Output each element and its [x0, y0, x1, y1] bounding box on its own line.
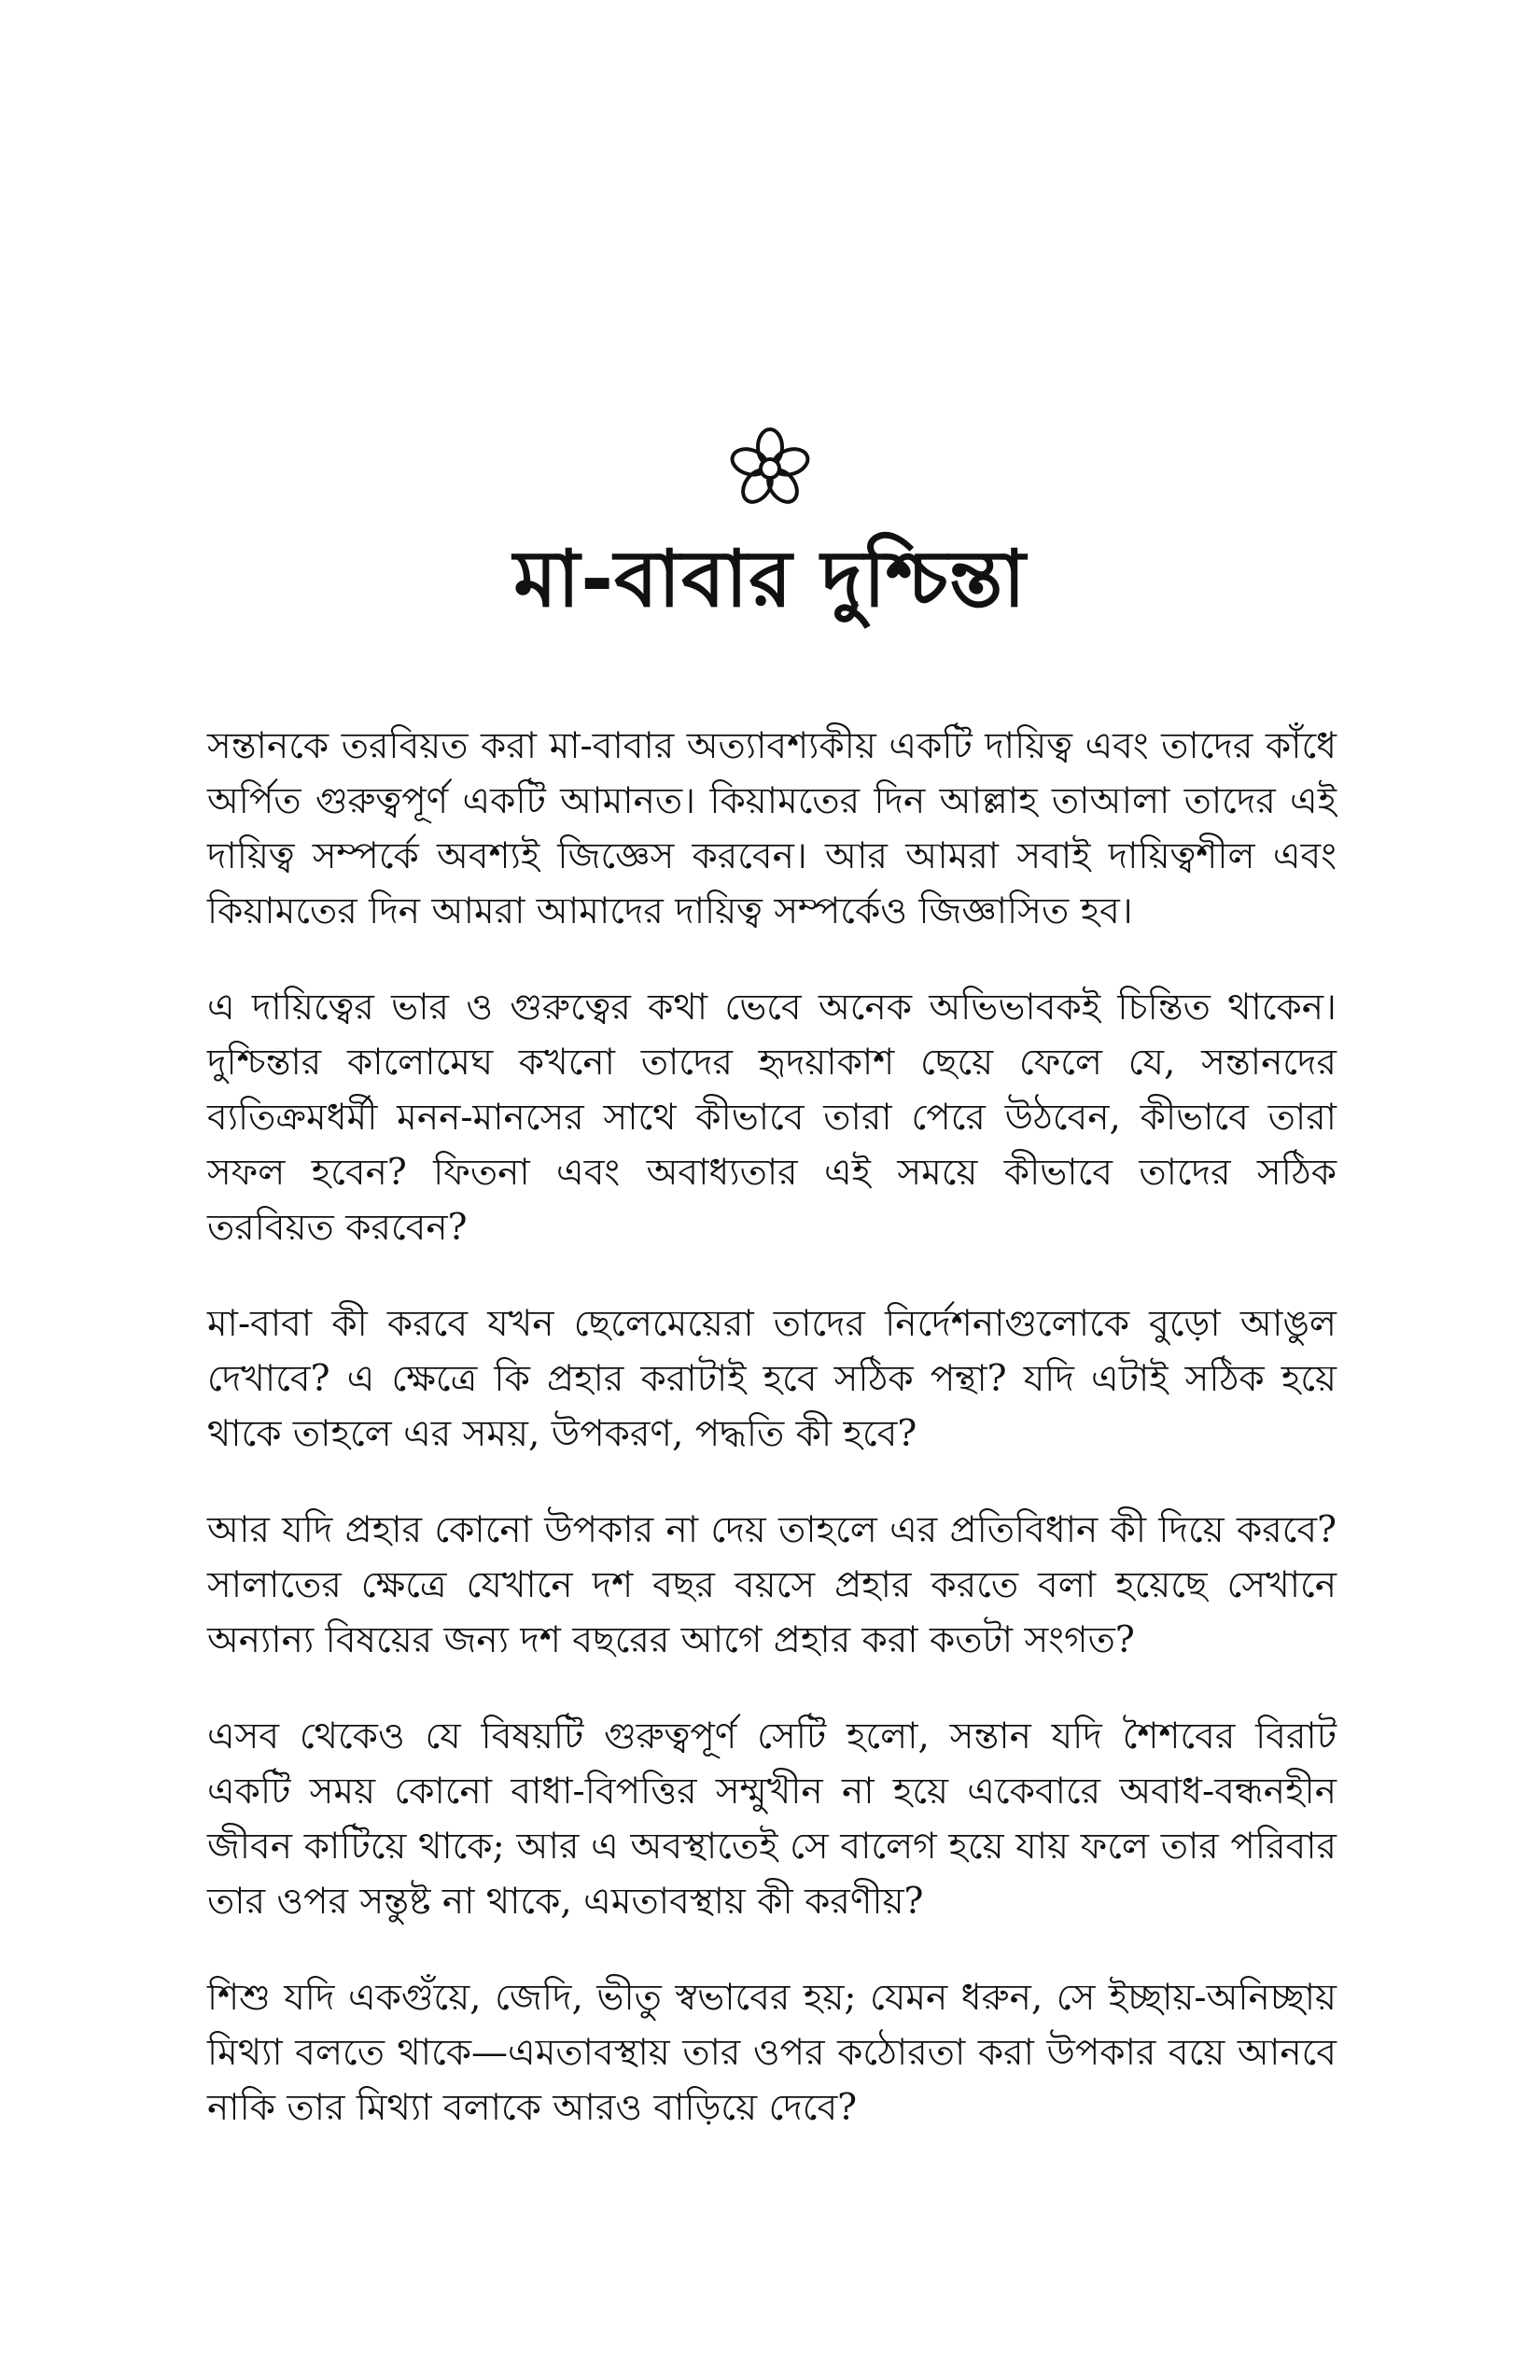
paragraph-4: আর যদি প্রহার কোনো উপকার না দেয় তাহলে এর প্রতিবিধান কী দিয়ে করবে? সালাতের ক্ষেত্রে যেখানে দশ বছর বয়সে প্রহার করতে বলা হয়েছে সেখানে অন্যান্য বিষয়ের জন্য দশ বছরের আগে প্রহার করা কতটা সংগত? [207, 1509, 1337, 1661]
chapter-title: মা-বাবার দুশ্চিন্তা [513, 533, 1027, 624]
flower-icon [723, 422, 817, 515]
paragraph-6: শিশু যদি একগুঁয়ে, জেদি, ভীতু স্বভাবের হয়; যেমন ধরুন, সে ইচ্ছায়-অনিচ্ছায় মিথ্যা বলতে থাকে—এমতাবস্থায় তার ওপর কঠোরতা করা উপকার বয়ে আনবে নাকি তার মিথ্যা বলাকে আরও বাড়িয়ে দেবে? [207, 1977, 1337, 2129]
paragraph-3: মা-বাবা কী করবে যখন ছেলেমেয়েরা তাদের নির্দেশনাগুলোকে বুড়ো আঙুল দেখাবে? এ ক্ষেত্রে কি প্রহার করাটাই হবে সঠিক পন্থা? যদি এটাই সঠিক হয়ে থাকে তাহলে এর সময়, উপকরণ, পদ্ধতি কী হবে? [207, 1303, 1337, 1455]
paragraph-2: এ দায়িত্বের ভার ও গুরুত্বের কথা ভেবে অনেক অভিভাবকই চিন্তিত থাকেন। দুশ্চিন্তার কালোমেঘ কখনো তাদের হৃদয়াকাশ ছেয়ে ফেলে যে, সন্তানদের ব্যতিক্রমধর্মী মনন-মানসের সাথে কীভাবে তারা পেরে উঠবেন, কীভাবে তারা সফল হবেন? ফিতনা এবং অবাধ্যতার এই সময়ে কীভাবে তাদের সঠিক তরবিয়ত করবেন? [207, 987, 1337, 1249]
body-text [207, 719, 1337, 2177]
paragraph-5: এসব থেকেও যে বিষয়টি গুরুত্বপূর্ণ সেটি হলো, সন্তান যদি শৈশবের বিরাট একটি সময় কোনো বাধা-বিপত্তির সম্মুখীন না হয়ে একেবারে অবাধ-বন্ধনহীন জীবন কাটিয়ে থাকে; আর এ অবস্থাতেই সে বালেগ হয়ে যায় ফলে তার পরিবার তার ওপর সন্তুষ্ট না থাকে, এমতাবস্থায় কী করণীয়? [207, 1715, 1337, 1923]
paragraph-1: সন্তানকে তরবিয়ত করা মা-বাবার অত্যাবশ্যকীয় একটি দায়িত্ব এবং তাদের কাঁধে অর্পিত গুরুত্বপূর্ণ একটি আমানত। কিয়ামতের দিন আল্লাহ তাআলা তাদের এই দায়িত্ব সম্পর্কে অবশ্যই জিজ্ঞেস করবেন। আর আমরা সবাই দায়িত্বশীল এবং কিয়ামতের দিন আমরা আমাদের দায়িত্ব সম্পর্কেও জিজ্ঞাসিত হব। [207, 725, 1337, 932]
